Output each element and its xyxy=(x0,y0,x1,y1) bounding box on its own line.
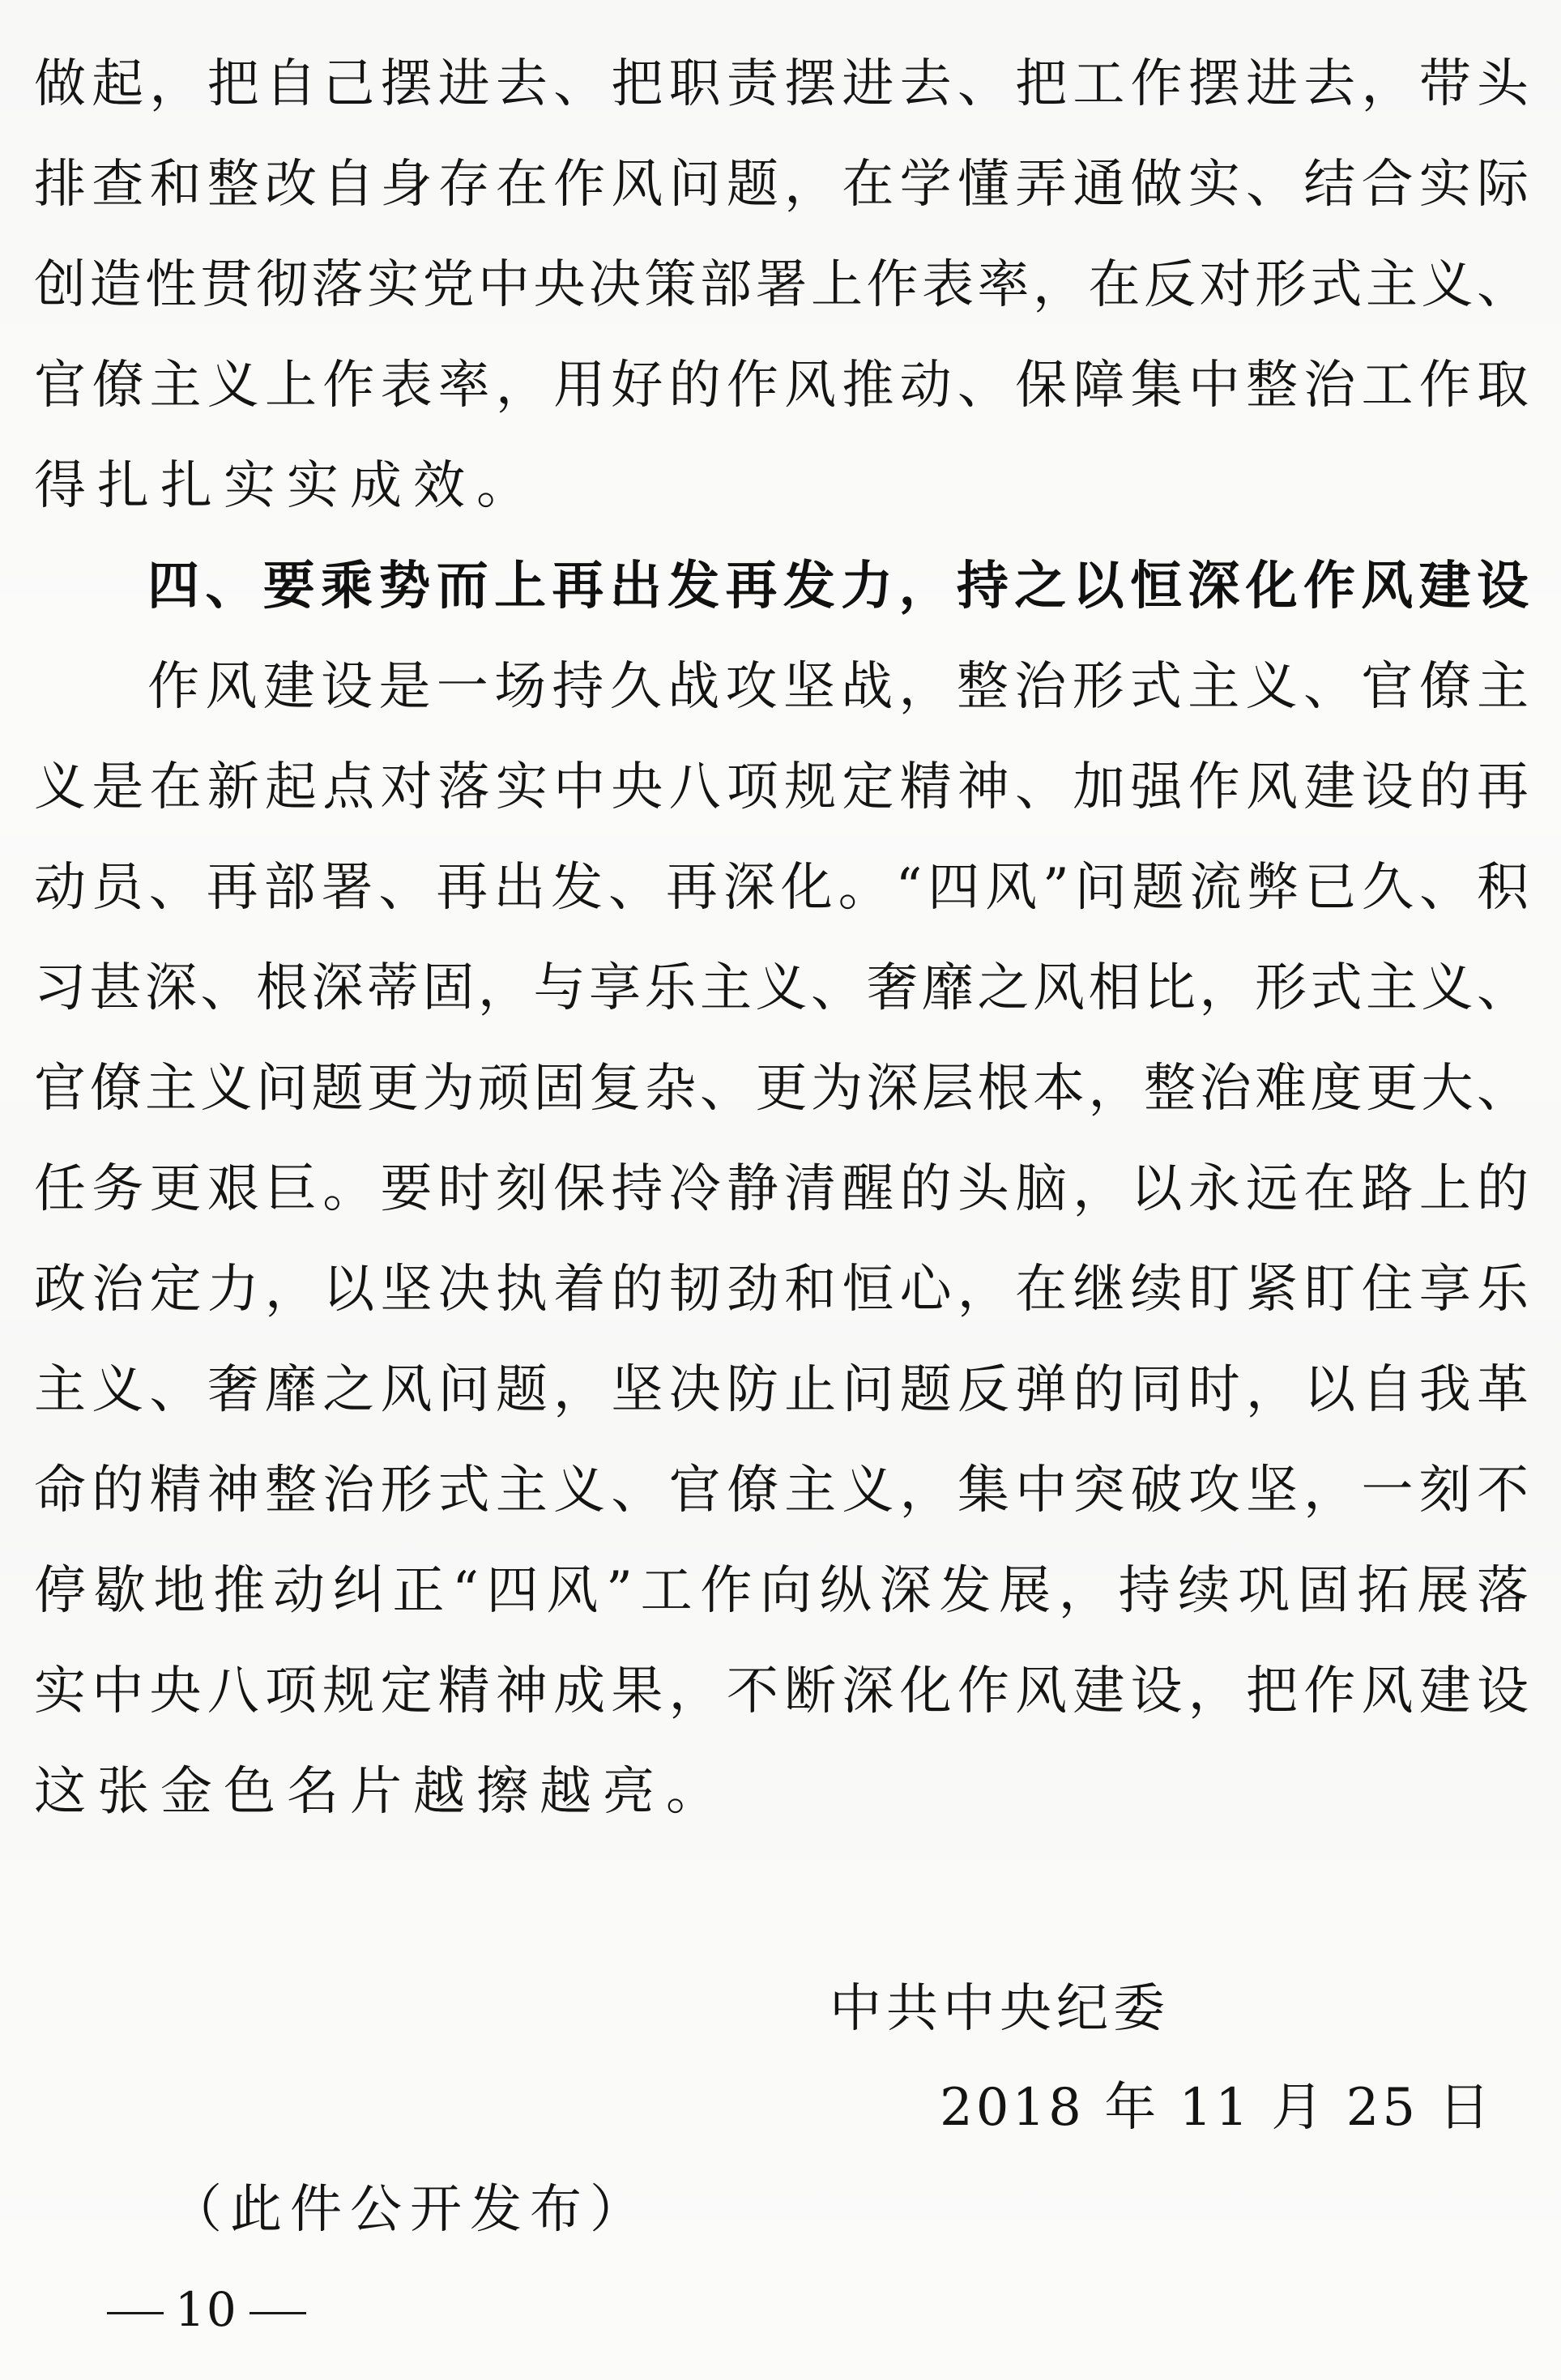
page-number: 10 xyxy=(175,2282,238,2337)
body-text-line: 排查和整改自身存在作风问题，在学懂弄通做实、结合实际 xyxy=(34,155,1529,215)
paragraph-line: 实中央八项规定精神成果，不断深化作风建设，把作风建设 xyxy=(34,1661,1529,1721)
right-dash xyxy=(250,2312,306,2314)
paragraph-line: 习甚深、根深蒂固，与享乐主义、奢靡之风相比，形式主义、 xyxy=(34,958,1529,1018)
signature-organization: 中共中央纪委 xyxy=(830,1979,1170,2039)
paragraph-line: 任务更艰巨。要时刻保持冷静清醒的头脑，以永远在路上的 xyxy=(34,1159,1529,1219)
paragraph-line: 官僚主义问题更为顽固复杂、更为深层根本，整治难度更大、 xyxy=(34,1059,1529,1119)
left-dash xyxy=(107,2312,164,2314)
paragraph-line: 动员、再部署、再出发、再深化。“四风”问题流弊已久、积 xyxy=(34,858,1529,918)
paragraph-line: 作风建设是一场持久战攻坚战，整治形式主义、官僚主 xyxy=(147,657,1529,717)
paragraph-line: 主义、奢靡之风问题，坚决防止问题反弹的同时，以自我革 xyxy=(34,1360,1529,1420)
body-text-line: 官僚主义上作表率，用好的作风推动、保障集中整治工作取 xyxy=(34,356,1529,416)
publication-note: （此件公开发布） xyxy=(170,2180,650,2240)
paragraph-line: 义是在新起点对落实中央八项规定精神、加强作风建设的再 xyxy=(34,757,1529,817)
body-text-line: 得扎扎实实成效。 xyxy=(34,456,540,516)
paragraph-line: 命的精神整治形式主义、官僚主义，集中突破攻坚，一刻不 xyxy=(34,1461,1529,1521)
body-text-line: 创造性贯彻落实党中央决策部署上作表率，在反对形式主义、 xyxy=(34,255,1529,315)
page-number-footer xyxy=(96,2265,318,2354)
body-text-line: 做起，把自己摆进去、把职责摆进去、把工作摆进去，带头 xyxy=(34,54,1529,114)
paragraph-line: 政治定力，以坚决执着的韧劲和恒心，在继续盯紧盯住享乐 xyxy=(34,1260,1529,1320)
signature-date: 2018 年 11 月 25 日 xyxy=(940,2078,1494,2138)
paragraph-line: 这张金色名片越擦越亮。 xyxy=(34,1762,729,1822)
section-heading: 四、要乘势而上再出发再发力，持之以恒深化作风建设 xyxy=(147,557,1529,616)
paragraph-line: 停歇地推动纠正“四风”工作向纵深发展，持续巩固拓展落 xyxy=(34,1561,1529,1621)
